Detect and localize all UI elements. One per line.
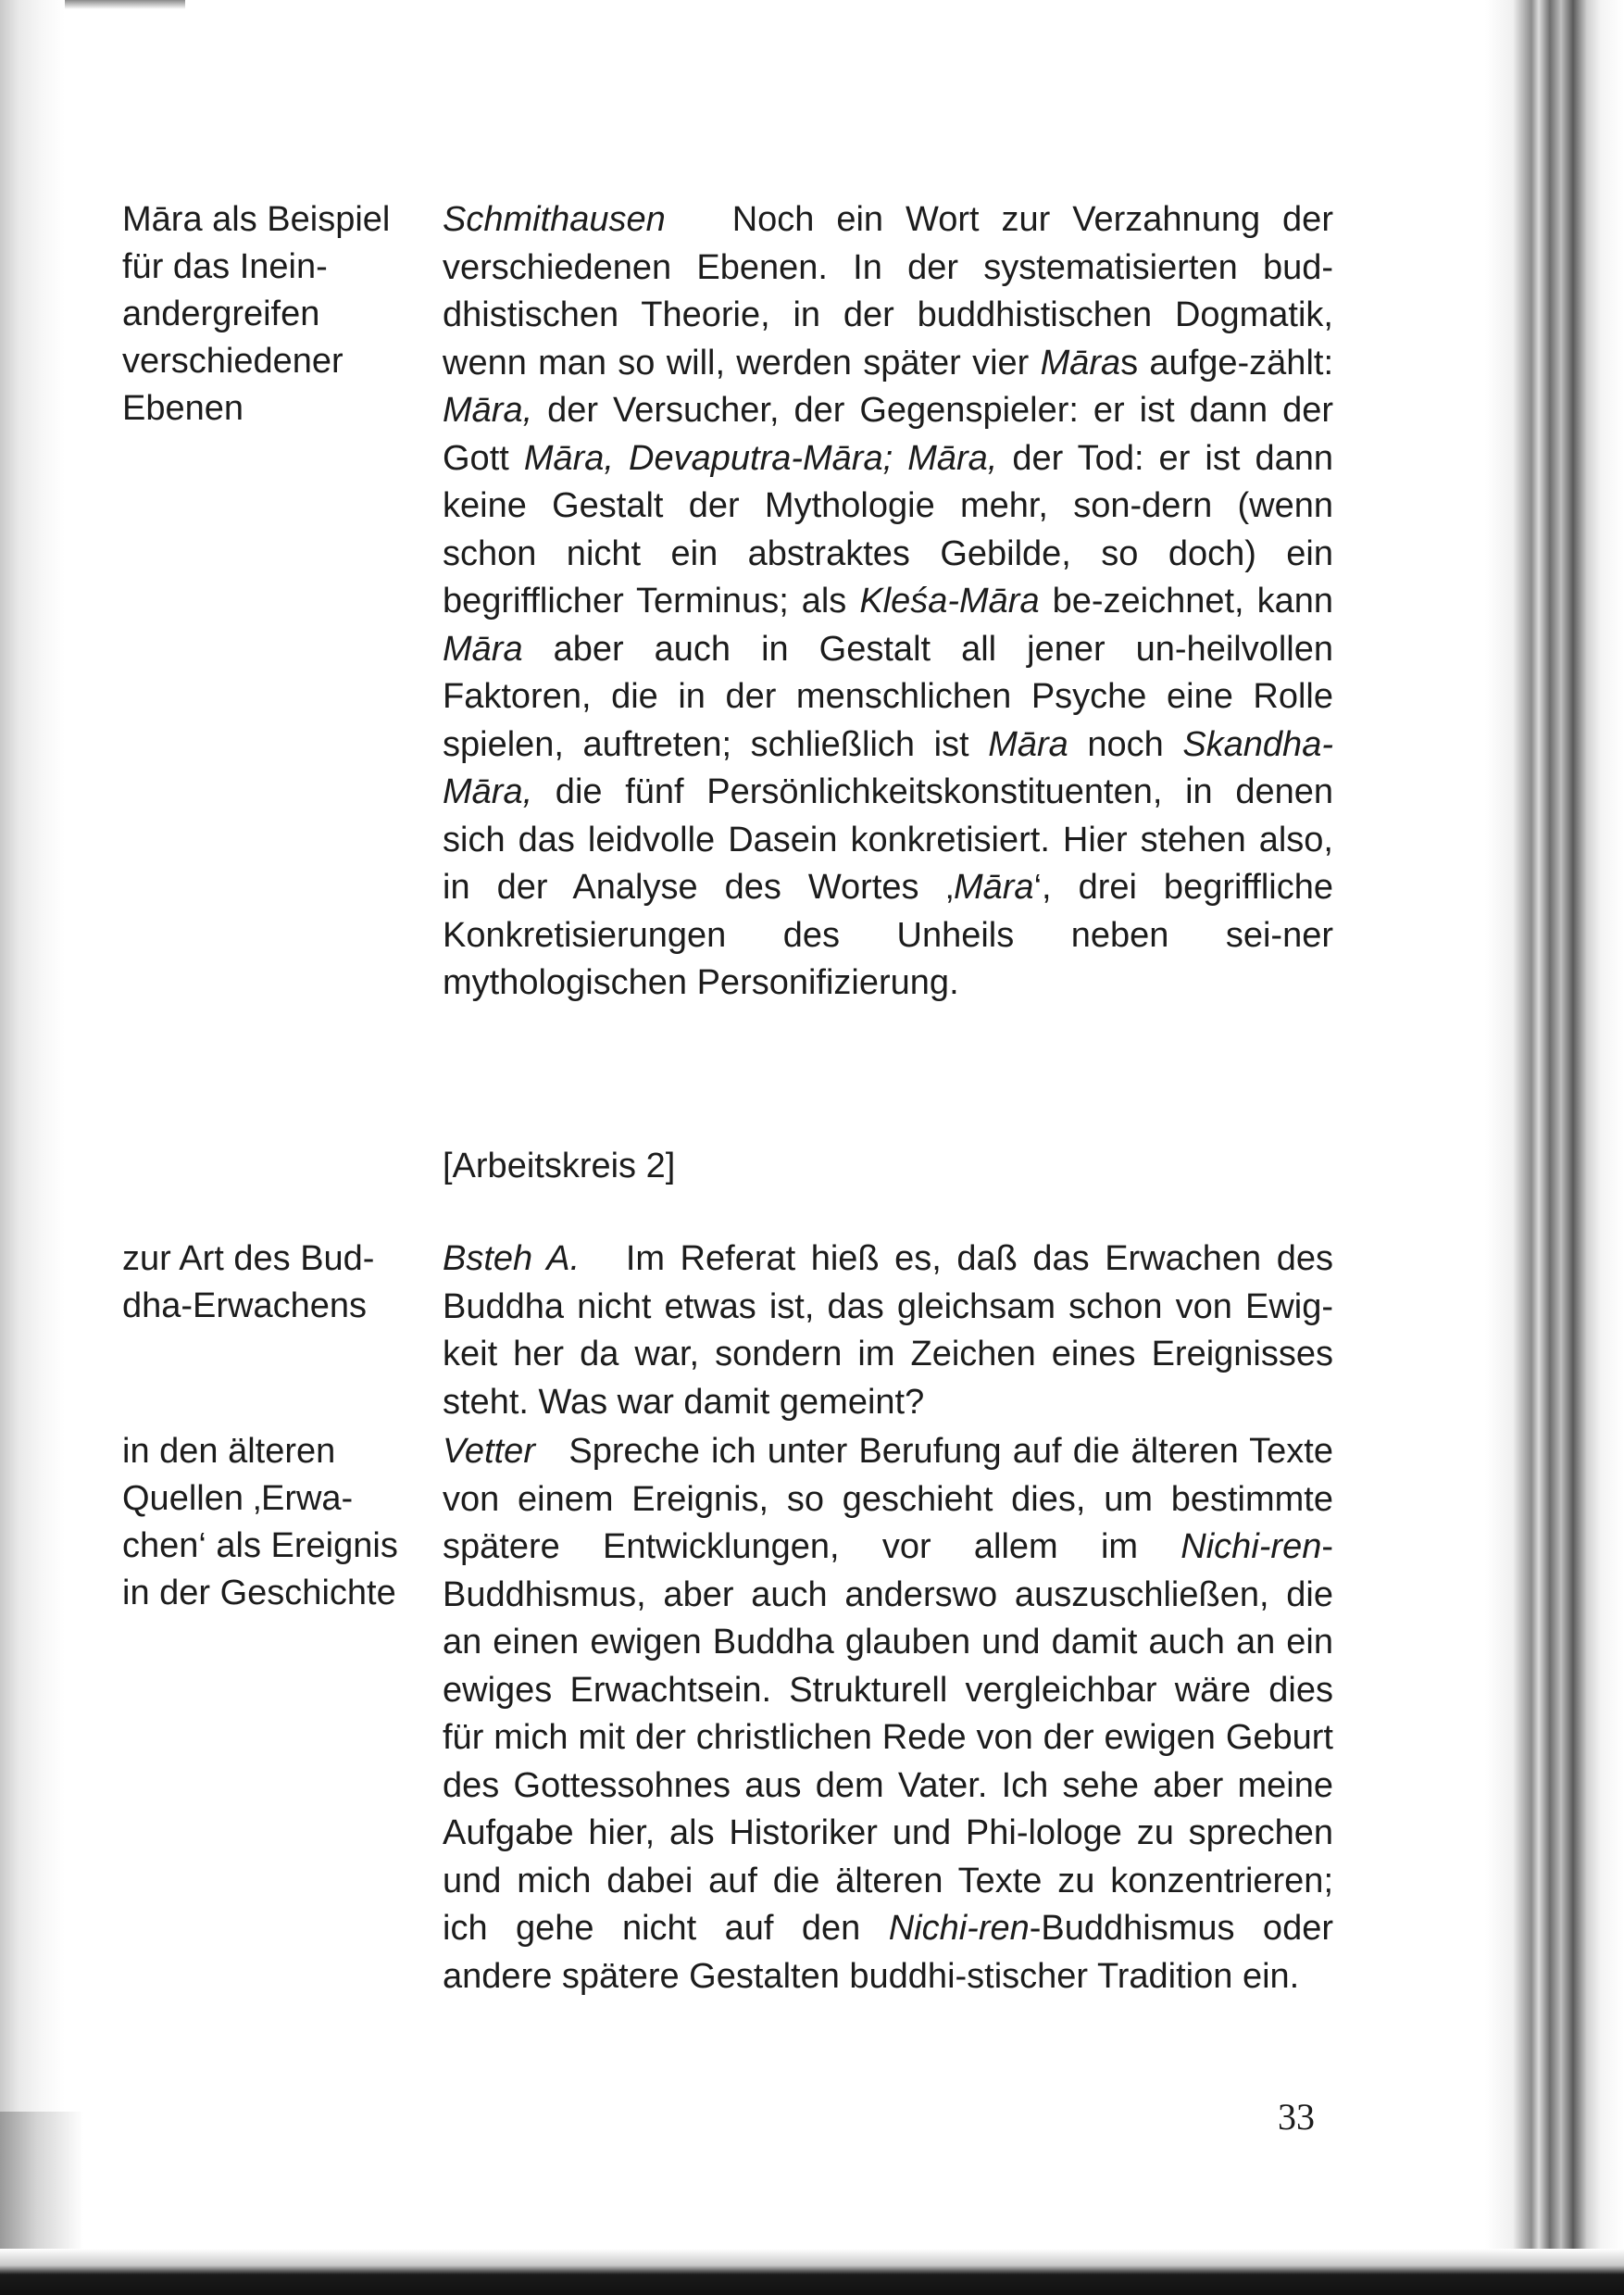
page-number: 33 [1278,2096,1315,2138]
speaker-bsteh: Bsteh A. [443,1239,581,1278]
speaker-vetter: Vetter [443,1432,535,1471]
margin-note-mara-example: Māra als Beispiel für das Inein-andergreifen verschiedener Ebenen [122,200,391,428]
paragraph-vetter: Vetter Spreche ich unter Berufung auf die älteren Texte von einem Ereignis, so geschieht dies, um bestimmte spätere Entwicklungen, vor allem im Nichi-ren-Buddhismus, aber auch anderswo auszuschließen, die an einen ewigen Buddha glauben und damit auch an ein ewiges Erwachtsein. Strukturell vergleichbar wäre dies für mich mit der christlichen Rede von der ewigen Geburt des Gottessohnes aus dem Vater. Ich sehe aber meine Aufgabe hier, als Historiker und Phi-lologe zu sprechen und mich dabei auf die älteren Texte zu konzentrieren; ich gehe nicht auf den Nichi-ren-Buddhismus oder andere spätere Gestalten buddhi-stischer Tradition ein. [443,1432,1333,1996]
speaker-schmithausen: Schmithausen [443,200,666,239]
section-label: [Arbeitskreis 2] [443,1147,676,1185]
margin-note-buddha-awakening: zur Art des Bud-dha-Erwachens [122,1239,375,1325]
scan-edge-left [0,0,65,2295]
scan-edge-right [1485,0,1624,2295]
margin-note-older-sources: in den älteren Quellen ‚Erwa-chen‘ als Ereignis in der Geschichte [122,1432,398,1612]
scan-edge-bottom [0,2249,1624,2295]
paragraph-bsteh: Bsteh A. Im Referat hieß es, daß das Erwachen des Buddha nicht etwas ist, das gleichsam schon von Ewig-keit her da war, sondern im Zeichen eines Ereignisses steht. Was war damit gemeint? [443,1239,1333,1422]
paragraph-schmithausen: Schmithausen Noch ein Wort zur Verzahnung der verschiedenen Ebenen. In der systematisierten bud-dhistischen Theorie, in der buddhistischen Dogmatik, wenn man so will, werden später vier Māras aufge-zählt: Māra, der Versucher, der Gegenspieler: er ist dann der Gott Māra, Devaputra-Māra; Māra, der Tod: er ist dann keine Gestalt der Mythologie mehr, son-dern (wenn schon nicht ein abstraktes Gebilde, so doch) ein begrifflicher Terminus; als Kleśa-Māra be-zeichnet, kann Māra aber auch in Gestalt all jener un-heilvollen Faktoren, die in der menschlichen Psyche eine Rolle spielen, auftreten; schließlich ist Māra noch Skandha-Māra, die fünf Persönlichkeitskonstituenten, in denen sich das leidvolle Dasein konkretisiert. Hier stehen also, in der Analyse des Wortes ‚Māra‘, drei begriffliche Konkretisierungen des Unheils neben sei-ner mythologischen Personifizierung. [443,200,1334,1002]
